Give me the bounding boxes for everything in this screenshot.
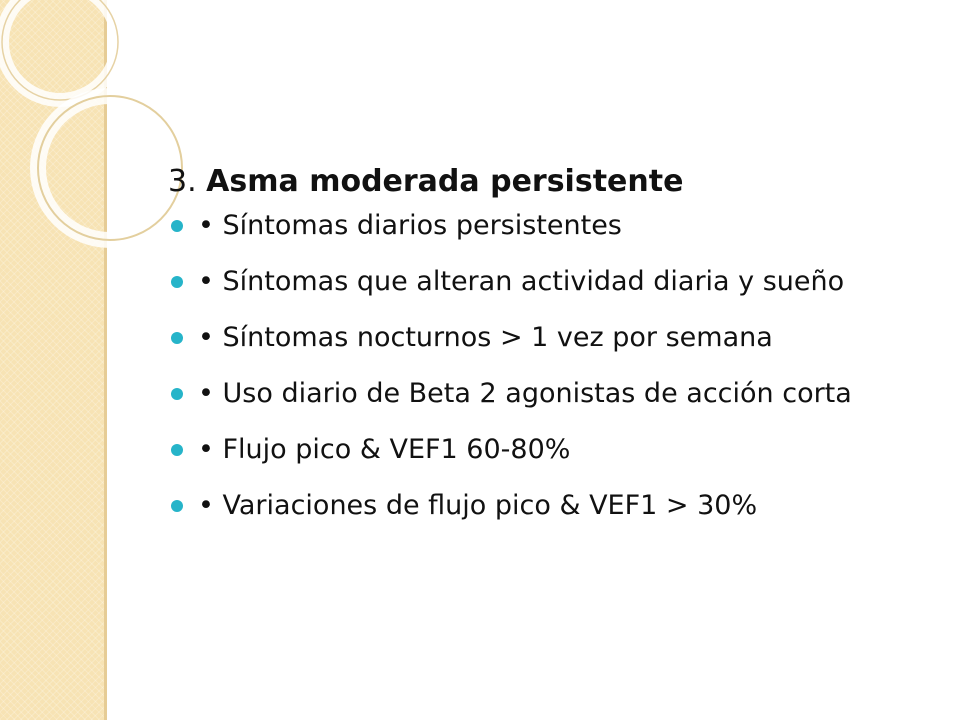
list-item bbox=[168, 320, 928, 356]
list-item-text: • Síntomas nocturnos > 1 vez por semana bbox=[198, 322, 773, 353]
bullet-dot-icon bbox=[171, 276, 183, 288]
heading-number: 3. bbox=[168, 164, 197, 199]
list-item bbox=[168, 376, 928, 412]
bullet-dot-icon bbox=[171, 444, 183, 456]
list-item-text: • Flujo pico & VEF1 60-80% bbox=[198, 434, 571, 465]
list-item-text: • Variaciones de flujo pico & VEF1 > 30% bbox=[198, 490, 758, 521]
decorative-ring-lower-outline bbox=[38, 96, 182, 240]
list-item bbox=[168, 208, 928, 244]
decorative-ring-upper bbox=[2, 0, 118, 100]
slide-content bbox=[168, 158, 928, 544]
list-item bbox=[168, 432, 928, 468]
list-item bbox=[168, 264, 928, 300]
list-item bbox=[168, 488, 928, 524]
bullet-dot-icon bbox=[171, 332, 183, 344]
list-item-text: • Uso diario de Beta 2 agonistas de acción corta bbox=[198, 378, 852, 409]
heading-title: Asma moderada persistente bbox=[206, 164, 684, 199]
list-item-text: • Síntomas diarios persistentes bbox=[198, 210, 622, 241]
list-item-text: • Síntomas que alteran actividad diaria y sueño bbox=[198, 266, 845, 297]
bullet-dot-icon bbox=[171, 500, 183, 512]
bullet-dot-icon bbox=[171, 388, 183, 400]
bullet-list bbox=[168, 208, 928, 524]
slide-heading bbox=[168, 158, 928, 206]
bullet-dot-icon bbox=[171, 220, 183, 232]
